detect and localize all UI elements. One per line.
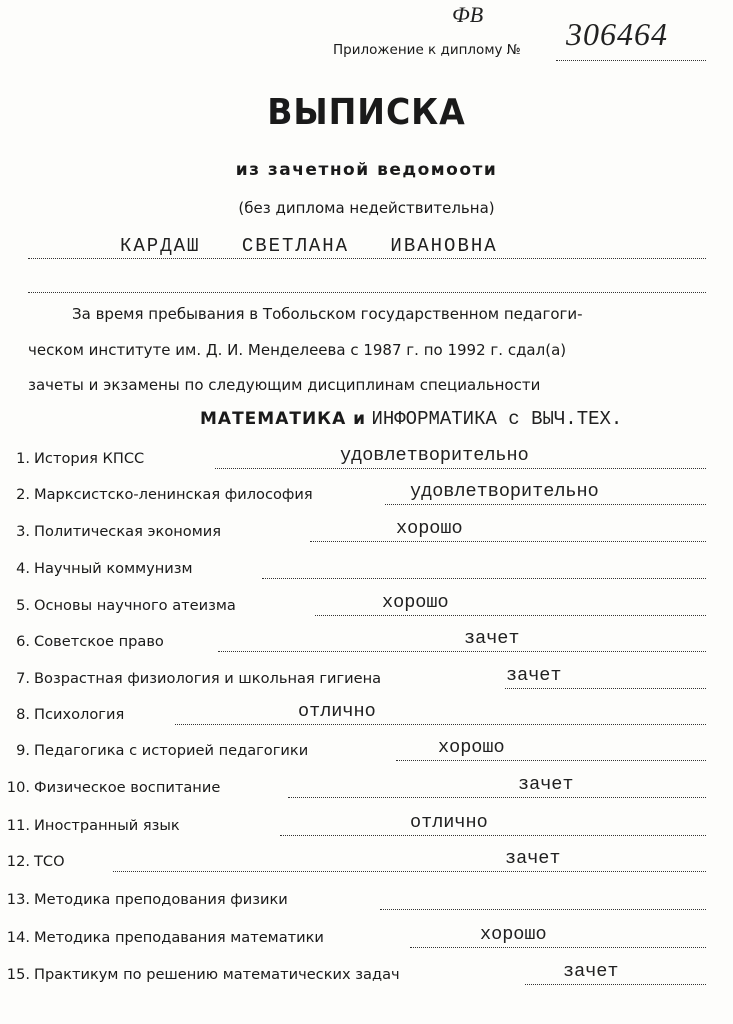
subject-grade-line bbox=[310, 541, 706, 542]
subject-row-15-label bbox=[4, 966, 400, 983]
subject-number: 14. bbox=[6, 929, 30, 946]
subject-name: Марксистско-ленинская философия bbox=[34, 486, 313, 503]
student-name: КАРДАШ СВЕТЛАНА ИВАНОВНА bbox=[120, 235, 498, 257]
specialty-printed: МАТЕМАТИКА и bbox=[200, 409, 367, 429]
subject-grade: хорошо bbox=[396, 518, 463, 539]
subject-name: Иностранный язык bbox=[34, 817, 180, 834]
document-title: ВЫПИСКА bbox=[267, 92, 466, 133]
annex-number-underline bbox=[556, 60, 706, 61]
subject-grade: отлично bbox=[298, 701, 376, 722]
subject-grade-line bbox=[380, 909, 706, 910]
subject-number: 11. bbox=[6, 817, 30, 834]
subject-row-11-label bbox=[4, 817, 180, 834]
subject-number: 9. bbox=[16, 742, 30, 759]
subject-name: Основы научного атеизма bbox=[34, 597, 236, 614]
subject-row-6-label bbox=[4, 633, 164, 650]
subject-grade: хорошо bbox=[480, 924, 547, 945]
subject-row-3-label bbox=[4, 523, 221, 540]
subject-name: Научный коммунизм bbox=[34, 560, 193, 577]
subject-grade: зачет bbox=[506, 665, 562, 686]
subject-row-13-label bbox=[4, 891, 288, 908]
subject-number: 8. bbox=[16, 706, 30, 723]
subject-grade: удовлетворительно bbox=[340, 445, 529, 466]
subject-number: 2. bbox=[16, 486, 30, 503]
subject-grade-line bbox=[280, 835, 706, 836]
subject-name: Возрастная физиология и школьная гигиена bbox=[34, 670, 382, 687]
subject-name: История КПСС bbox=[34, 450, 145, 467]
subject-grade-line bbox=[410, 947, 706, 948]
specialty-typed: ИНФОРМАТИКА с ВЫЧ.ТЕХ. bbox=[371, 408, 623, 430]
subject-row-7-label bbox=[4, 670, 381, 687]
subject-number: 15. bbox=[6, 966, 30, 983]
annex-label: Приложение к диплому № bbox=[333, 42, 521, 58]
subject-name: Советское право bbox=[34, 633, 164, 650]
subject-grade-line bbox=[396, 760, 706, 761]
subject-grade-line bbox=[525, 984, 706, 985]
subject-name: Политическая экономия bbox=[34, 523, 221, 540]
paragraph-line-3: зачеты и экзамены по следующим дисциплинам специальности bbox=[28, 376, 541, 394]
subject-row-5-label bbox=[4, 597, 236, 614]
subject-number: 10. bbox=[6, 779, 30, 796]
paragraph-line-1: За время пребывания в Тобольском государственном педагоги- bbox=[72, 305, 583, 323]
subject-grade-line bbox=[113, 871, 706, 872]
subject-grade: зачет bbox=[505, 848, 561, 869]
subject-row-2-label bbox=[4, 486, 313, 503]
subject-number: 4. bbox=[16, 560, 30, 577]
student-name-underline bbox=[28, 258, 706, 259]
subject-name: Методика преподования физики bbox=[34, 891, 288, 908]
subject-grade: зачет bbox=[563, 961, 619, 982]
subject-name: Психология bbox=[34, 706, 125, 723]
subject-row-12-label bbox=[4, 853, 65, 870]
subject-grade-line bbox=[215, 468, 706, 469]
subject-grade: отлично bbox=[410, 812, 488, 833]
subject-number: 13. bbox=[6, 891, 30, 908]
subject-grade-line bbox=[315, 615, 706, 616]
subject-name: Педагогика с историей педагогики bbox=[34, 742, 309, 759]
subject-grade-line bbox=[505, 688, 706, 689]
annex-number-handwritten: 306464 bbox=[566, 16, 668, 52]
subject-number: 6. bbox=[16, 633, 30, 650]
subject-grade-line bbox=[288, 797, 706, 798]
subject-grade: зачет bbox=[518, 774, 574, 795]
document-subtitle: из зачетной ведомооти bbox=[235, 160, 498, 180]
subject-grade-line bbox=[385, 504, 706, 505]
subject-grade: хорошо bbox=[438, 737, 505, 758]
blank-line bbox=[28, 292, 706, 293]
subject-number: 3. bbox=[16, 523, 30, 540]
subject-grade-line bbox=[218, 651, 706, 652]
subject-grade: удовлетворительно bbox=[410, 481, 599, 502]
subject-row-10-label bbox=[4, 779, 220, 796]
subject-name: ТСО bbox=[34, 853, 65, 870]
subject-name: Практикум по решению математических задач bbox=[34, 966, 400, 983]
subject-row-4-label bbox=[4, 560, 193, 577]
subject-grade-line bbox=[175, 724, 706, 725]
subject-name: Методика преподавания математики bbox=[34, 929, 324, 946]
specialty bbox=[200, 408, 622, 430]
subject-grade-line bbox=[262, 578, 706, 579]
paragraph-line-2: ческом институте им. Д. И. Менделеева с 1987 г. по 1992 г. сдал(а) bbox=[28, 341, 567, 359]
subject-name: Физическое воспитание bbox=[34, 779, 221, 796]
subject-number: 12. bbox=[6, 853, 30, 870]
subject-number: 7. bbox=[16, 670, 30, 687]
validity-note: (без диплома недействительна) bbox=[238, 199, 495, 217]
subject-number: 5. bbox=[16, 597, 30, 614]
subject-grade: хорошо bbox=[382, 592, 449, 613]
subject-row-8-label bbox=[4, 706, 124, 723]
subject-number: 1. bbox=[16, 450, 30, 467]
subject-grade: зачет bbox=[464, 628, 520, 649]
annex-series-handwritten: ФВ bbox=[452, 2, 484, 27]
subject-row-1-label bbox=[4, 450, 144, 467]
subject-row-9-label bbox=[4, 742, 308, 759]
subject-row-14-label bbox=[4, 929, 324, 946]
